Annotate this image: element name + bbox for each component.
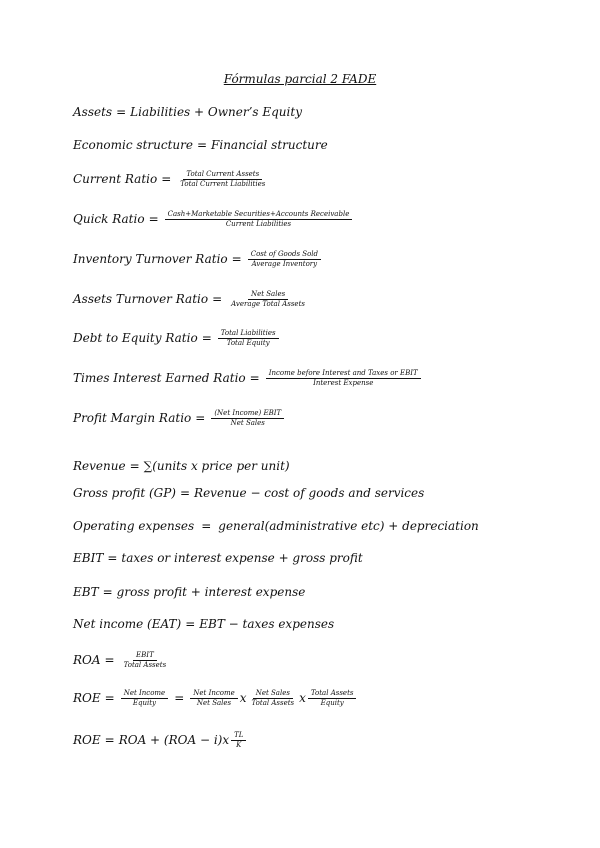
formula-lhs: Net income (EAT): [73, 617, 182, 631]
formula-lhs: Revenue: [73, 459, 126, 473]
formula-lhs: Quick Ratio: [73, 212, 145, 227]
denominator: Equity: [320, 698, 344, 707]
formula-lhs: ROE: [73, 691, 101, 706]
formula-revenue: [73, 460, 290, 472]
numerator: (Net Income) EBIT: [211, 409, 284, 419]
denominator: Interest Expense: [313, 378, 374, 387]
formula-economic-structure: [73, 139, 328, 151]
fraction: [231, 731, 246, 750]
formula-times-interest-earned: [73, 369, 423, 388]
denominator: Net Sales: [230, 418, 265, 427]
formula-inventory-turnover: [73, 250, 323, 269]
numerator: Total Liabilities: [218, 329, 279, 339]
page-title: Fórmulas parcial 2 FADE: [223, 72, 377, 86]
fraction: [177, 170, 268, 189]
formula-rhs: Liabilities + Owner’s Equity: [130, 105, 302, 119]
equals-sign: =: [104, 733, 115, 748]
numerator: Income before Interest and Taxes or EBIT: [266, 369, 421, 379]
numerator: Net Income: [121, 689, 169, 699]
formula-lhs: Current Ratio: [73, 172, 158, 187]
numerator: Net Income: [190, 689, 238, 699]
numerator: Net Sales: [248, 290, 288, 300]
formula-debt-to-equity: [73, 329, 281, 348]
equals-sign: =: [212, 292, 223, 307]
denominator: K: [236, 740, 242, 749]
formula-operating-expenses: [73, 520, 479, 532]
formula-ebt: [73, 586, 305, 598]
fraction: [121, 651, 170, 670]
formula-lhs: ROE: [73, 733, 101, 748]
equals-sign: =: [107, 551, 118, 565]
formula-rhs: taxes or interest expense + gross profit: [121, 551, 363, 565]
formula-lhs: Operating expenses: [73, 519, 195, 533]
formula-lhs: EBIT: [73, 551, 104, 565]
equals-sign: =: [161, 172, 172, 187]
equals-sign: =: [148, 212, 159, 227]
fraction: [228, 290, 308, 309]
times-sign: x: [299, 691, 306, 706]
fraction: [165, 210, 353, 229]
formula-current-ratio: [73, 170, 270, 189]
formula-lhs: Debt to Equity Ratio: [73, 331, 198, 346]
fraction: [190, 689, 238, 708]
times-sign: x: [239, 691, 247, 706]
equals-sign: =: [104, 653, 115, 668]
formula-lhs: Profit Margin Ratio: [73, 411, 192, 426]
formula-lhs: ROA: [73, 653, 101, 668]
formula-rhs: Revenue − cost of goods and services: [194, 486, 425, 500]
equals-sign: =: [104, 691, 115, 706]
formula-lhs: Times Interest Earned Ratio: [73, 371, 246, 386]
formula-net-income: [73, 618, 334, 630]
equals-sign: =: [231, 252, 242, 267]
denominator: Total Assets: [123, 660, 167, 669]
equals-sign: =: [102, 585, 113, 599]
equals-sign: =: [116, 105, 127, 119]
formula-lhs: Assets Turnover Ratio: [73, 292, 209, 307]
formula-assets: [73, 106, 302, 118]
denominator: Average Total Assets: [231, 299, 305, 308]
fraction: [121, 689, 169, 708]
formula-rhs: gross profit + interest expense: [116, 585, 306, 599]
numerator: EBIT: [133, 651, 157, 661]
numerator: Cost of Goods Sold: [248, 250, 321, 260]
equals-sign: =: [179, 486, 191, 500]
formula-gross-profit: [73, 487, 424, 499]
equals-sign: =: [129, 459, 140, 473]
denominator: Current Liabilities: [225, 219, 292, 228]
fraction: [308, 689, 357, 708]
fraction: [218, 329, 279, 348]
formula-quick-ratio: [73, 210, 354, 229]
fraction: [266, 369, 421, 388]
denominator: Total Equity: [226, 338, 270, 347]
denominator: Total Assets: [251, 698, 295, 707]
fraction: [211, 409, 284, 428]
equals-sign: =: [185, 617, 196, 631]
denominator: Net Sales: [196, 698, 232, 707]
equals-sign: =: [195, 411, 206, 426]
equals-sign: =: [174, 691, 185, 706]
denominator: Total Current Liabilities: [180, 179, 266, 188]
equals-sign: =: [201, 519, 212, 533]
formula-lhs: Gross profit (GP): [73, 486, 176, 500]
fraction: [249, 689, 298, 708]
formula-lhs: EBT: [73, 585, 99, 599]
formula-assets-turnover: [73, 290, 310, 309]
numerator: Net Sales: [253, 689, 293, 699]
fraction: [248, 250, 321, 269]
formula-rhs: EBT − taxes expenses: [199, 617, 335, 631]
equals-sign: =: [196, 138, 208, 152]
formula-lhs: Inventory Turnover Ratio: [73, 252, 228, 267]
formula-rhs: ROA + (ROA − i)x: [118, 733, 230, 748]
equals-sign: =: [201, 331, 212, 346]
formula-lhs: Assets: [73, 105, 113, 119]
equals-sign: =: [249, 371, 260, 386]
formula-rhs: general(administrative etc) + depreciation: [218, 519, 479, 533]
numerator: Total Current Assets: [183, 170, 262, 180]
formula-lhs: Economic structure: [73, 138, 193, 152]
numerator: TL: [231, 731, 246, 741]
formula-roa: [73, 651, 171, 670]
formula-roe-dupont: [73, 689, 358, 708]
denominator: Average Inventory: [251, 259, 318, 268]
formula-rhs: Financial structure: [211, 138, 328, 152]
denominator: Equity: [132, 698, 156, 707]
formula-roe-leverage: [73, 731, 248, 750]
formula-profit-margin: [73, 409, 286, 428]
numerator: Cash+Marketable Securities+Accounts Receivable: [165, 210, 353, 220]
formula-ebit: [73, 552, 363, 564]
numerator: Total Assets: [308, 689, 357, 699]
formula-rhs: ∑(units x price per unit): [143, 459, 290, 473]
